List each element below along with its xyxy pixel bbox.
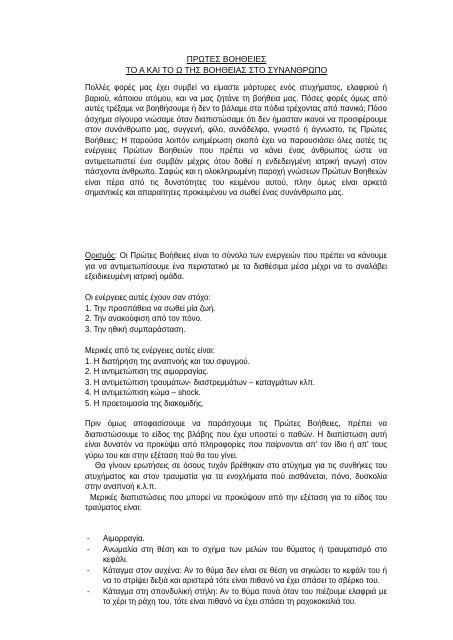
definition-paragraph bbox=[85, 251, 387, 283]
questions-text: Θα γίνουν ερωτήσεις σε όσους τυχόν βρέθηκαν στο ατύχημα για τις συνθήκες του ατυχήματος και στον τραυματία για τα ενοχλήματα πού αισθάνεται, πόνο, δυσκολία στην αναπνοή κ.λ.π. bbox=[85, 461, 387, 491]
goal-item: 3. Την ηθική συμπαράσταση. bbox=[85, 324, 186, 334]
definition-label: Ορισμός bbox=[85, 251, 115, 260]
definition-text: : Οι Πρώτες Βοήθειες είναι το σύνολο των ενεργειών που πρέπει να κάνουμε για να αντιμετωπίσουμε ένα περιστατικό με τα διαθέσιμα μέσα μέχρι να το αναλάβει εξειδικευμένη ιατρική ομάδα. bbox=[85, 251, 387, 281]
dash-bullet: - bbox=[87, 544, 90, 554]
finding-item bbox=[85, 545, 387, 566]
goals-section bbox=[85, 293, 387, 335]
actions-section bbox=[85, 346, 387, 409]
finding-text: Ανωμαλία στη θέση και το σχήμα των μελών του θύματος ή τραυματισμό στο κεφάλι. bbox=[103, 544, 387, 564]
action-item: 1. Η διατήρηση της αναπνοής και του σφυγμού. bbox=[85, 356, 250, 366]
findings-list bbox=[85, 534, 387, 608]
dash-bullet: - bbox=[87, 565, 90, 575]
before-text: Πριν όμως αποφασίσουμε να παράσχουμε τις Πρώτες Βοήθειες, πρέπει να διαπιστώσουμε το είδος της βλάβης που έχει υποστεί ο παθών. Η διαπίστωση αυτή είναι δυνατόν να προκύψει από πληροφορίες που παίρνονται απ' τον ίδιο ή απ' τους γύρω του και στην εξέταση πού θα του γίνει. bbox=[85, 419, 387, 460]
goals-heading: Οι ενέργειες αυτές έχουν σαν στόχο: bbox=[85, 293, 211, 302]
document-title-line-2: ΤΟ Α ΚΑΙ ΤΟ Ω ΤΗΣ ΒΟΗΘΕΙΑΣ ΣΤΟ ΣΥΝΑΝΘΡΩΠΟ bbox=[125, 65, 328, 75]
dash-bullet: - bbox=[87, 534, 90, 543]
actions-heading: Μερικές από τις ενέργειες αυτές είναι: bbox=[85, 346, 215, 355]
goal-item: 2. Την ανακούφιση από τον πόνο. bbox=[85, 314, 203, 323]
document-title-line-1: ΠΡΩΤΕΣ ΒΟΗΘΕΙΕΣ bbox=[186, 54, 267, 64]
intro-text: Πολλές φορές μας έχει συμβεί να είμαστε μάρτυρες ενός ατυχήματος, ελαφριού ή βαριού, κάποιου ατόμου, και να μας ζητάνε τη βοήθεια μας. Πόσες φορές όμως από αυτές τρέξαμε να βοηθήσουμε ή δεν το βάλαμε στα πόδια τρέχοντας από πανικό; Πόσο άσχημα σίγουρα νιώσαμε όταν διαπιστώσαμε ότι δεν ήμασταν ικανοί να προσφέρουμε στον συνάνθρωπο μας, συγγενή, φίλο, συνάδελφο, γνωστό ή άγνωστο, τις Πρώτες Βοήθειες; Η παρούσα λοιπόν ενημέρωση σκοπό έχει να παρουσιάσει όλες αυτές τις ενέργειες Πρώτων Βοηθειών που πρέπει να κάνει ένας άνθρωπος ώστε να αντιμετωπιστεί ένα συμβάν μέχρις ότου δοθεί η ενδεδειγμένη ιατρική αγωγή στον πάσχοντα άνθρωπο. Σαφώς και η ολοκληρωμένη παροχή γνώσεων Πρώτων Βοηθειών είναι πέρα από τις δυνατότητες του κειμένου αυτού, πλην όμως είναι αρκετά σημαντικές και απαραίτητες προκειμένου να σωθεί ένας συνάνθρωπο μας. bbox=[85, 83, 387, 197]
action-item: 2. Η αντιμετώπιση της αιμορραγίας. bbox=[85, 367, 209, 376]
finding-item bbox=[85, 566, 387, 587]
action-item: 4. Η αντιμετώπιση κώμα – shock. bbox=[85, 388, 201, 397]
finding-item bbox=[85, 587, 387, 608]
intro-paragraph bbox=[85, 83, 387, 199]
goal-item: 1. Την προσπάθεια να σωθεί μία ζωή. bbox=[85, 303, 216, 313]
dash-bullet: - bbox=[87, 586, 90, 596]
finding-text: Κάταγμα στη σπονδυλική στήλη: Αν το θύμα πονά όταν του πιέζουμε ελαφριά με το χέρι τη ράχη του, τότε είναι πιθανό να έχει σπάσει τη ραχοκοκαλιά του. bbox=[103, 586, 387, 606]
findings-heading: Μερικές διαπιστώσεις που μπορεί να προκύψουν από την εξέταση για το είδος του τραύματος είναι: bbox=[85, 492, 387, 512]
action-item: 5. Η προετοιμασία της διακομιδής. bbox=[85, 398, 204, 408]
finding-item bbox=[85, 534, 387, 545]
finding-text: Κάταγμα στον αυχένα: Αν το θύμα δεν είναι σε θέση να σηκώσει το κεφάλι του ή να το στρίψει δεξιά και αριστερά τότε είναι πιθανό να έχει σπάσει το σβέρκο του. bbox=[103, 565, 387, 585]
before-paragraph bbox=[85, 419, 387, 514]
action-item: 3. Η αντιμετώπιση τραυμάτων- διαστρεμμάτων – καταγμάτων κλπ. bbox=[85, 377, 316, 387]
finding-text: Αιμορραγία. bbox=[103, 534, 145, 543]
